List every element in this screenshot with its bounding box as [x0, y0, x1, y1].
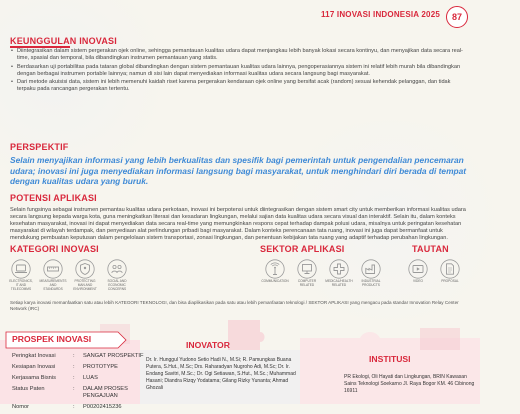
keunggulan-body: [10, 48, 468, 95]
kategori-label: PROTECTING MAN AND ENVIRONMENT: [73, 279, 97, 291]
sektor-label: COMMUNICATION: [261, 279, 289, 283]
ruler-icon: [43, 259, 63, 279]
kategori-item: [72, 259, 98, 291]
section-title-inovator: INOVATOR: [186, 340, 230, 350]
perspektif-text: Selain menyajikan informasi yang lebih berkualitas dan spesifik bagi pemerintah untuk pengendalian pencemaran udara; inovasi ini juga menyediakan informasi langsung bagi masyarakat, untuk menghindari diri berada di tempat dengan kualitas udara yang buruk.: [10, 155, 467, 187]
inovator-list: Dr. Ir. Hunggul Yudono Setio Hadi N., M.Si; R. Pamungkas Buana Putera, S.Hut., M.Sc; Drs. Raharadyan Nugroho Adi, M.Sc; Dr. Ir. Endang Savitri, M.Sc.; Dr. Ogi Setiawan, S.Hut., M.Sc.; Muhammad Hasani; Diandra Rizqy Yodatama; Gilang Rizky Yunanta; Ahmad Ghozali: [146, 357, 296, 391]
kategori-item: [8, 259, 34, 291]
prospek-row: [12, 403, 153, 412]
prospek-row: [12, 363, 153, 372]
sektor-item: [294, 259, 320, 288]
tautan-label: PROPOSAL: [441, 279, 459, 283]
kategori-label: SOCIAL AND ECONOMIC CONCERNS: [107, 279, 127, 291]
prospek-value: LUAS: [83, 375, 98, 382]
section-title-kategori: KATEGORI INOVASI: [10, 244, 99, 254]
shield-person-icon: [75, 259, 95, 279]
prospek-colon: :: [73, 364, 75, 371]
keunggulan-bullet: • Dari metode akuisisi data, sistem ini lebih memenuhi kaidah riset karena pergerakan kendaraan ojek online yang bersifat acak (random) sesuai kehendak pelanggan, dan tidak terpaku pada rancangan pergerakan tertentu.: [10, 79, 468, 93]
prospek-value: SANGAT PROSPEKTIF: [83, 353, 144, 359]
tautan-label: VIDEO: [413, 279, 423, 283]
video-icon: [408, 259, 428, 279]
prospek-row: [12, 385, 153, 401]
document-icon: [440, 259, 460, 279]
sektor-item: [262, 259, 288, 288]
section-title-tautan: TAUTAN: [412, 244, 449, 254]
kategori-item: [40, 259, 66, 291]
sektor-label: MEDICAL/HEALTH RELATED: [325, 279, 353, 287]
prospek-row: [12, 352, 153, 361]
section-title-sektor: SEKTOR APLIKASI: [260, 244, 345, 254]
prospek-value: PROTOTYPE: [83, 364, 118, 371]
prospek-key: Status Paten: [12, 386, 45, 393]
page-number: 87: [446, 6, 468, 28]
sektor-icons: [262, 259, 384, 288]
medical-cross-icon: [329, 259, 349, 279]
section-title-prospek: PROSPEK INOVASI: [12, 334, 92, 344]
prospek-key: Kesiapan Inovasi: [12, 364, 56, 371]
sektor-item: [326, 259, 352, 288]
footnote: Setiap karya inovasi memanfaatkan satu atau lebih KATEGORI TEKNOLOGI, dan bisa diaplikasikan pada satu atau lebih pemanfaatan teknologi / SEKTOR APLIKASI yang mengacu pada standar Innovation Relay Center Network (IRC): [10, 300, 459, 311]
sektor-label: COMPUTER RELATED: [297, 279, 317, 287]
keunggulan-list: [10, 48, 468, 93]
section-title-perspektif: PERSPEKTIF: [10, 142, 69, 152]
factory-icon: [361, 259, 381, 279]
keunggulan-bullet: • Berdasarkan uji portabilitas pada tataran global dibandingkan dengan sistem pemantauan kualitas udara lainnya, pengoperasiannya sistem ini relatif lebih murah bila dibandingkan dengan berbagai instrumen portable lainnya; namun di sisi lain dapat menyediakan informasi kualitas udara secara langsung bagi masyarakat.: [10, 64, 468, 78]
tautan-icons: [405, 259, 463, 284]
institusi-address: PR Ekologi, Oli Hayati dan Lingkungan, BRIN Kawasan Sains Teknologi Soekarno Jl. Raya Bogor KM. 46 Cibinong 16911: [344, 374, 475, 394]
prospek-table: [10, 350, 155, 414]
section-title-institusi: INSTITUSI: [369, 354, 411, 364]
prospek-row: [12, 374, 153, 383]
section-title-keunggulan: KEUNGGULAN INOVASI: [10, 36, 117, 46]
kategori-icons: [8, 259, 130, 291]
page-header-title: 117 INOVASI INDONESIA 2025: [320, 10, 440, 19]
section-title-potensi: POTENSI APLIKASI: [10, 193, 97, 203]
tautan-video-link[interactable]: [405, 259, 431, 284]
antenna-icon: [265, 259, 285, 279]
prospek-colon: :: [73, 386, 75, 393]
prospek-key: Nomor: [12, 404, 30, 411]
sektor-item: [358, 259, 384, 288]
computer-icon: [297, 259, 317, 279]
kategori-label: ELECTRONICS, IT AND TELECOMMS: [9, 279, 33, 291]
laptop-icon: [11, 259, 31, 279]
keunggulan-bullet: • Diintegrasikan dalam sistem pergerakan ojek online, sehingga pemantauan kualitas udara dapat menjangkau lebih banyak lokasi secara kontinyu, dan menyajikan data secara real-time, spasial dan temporal, bila dibandingkan instrumen pemantauan yang statis.: [10, 48, 468, 62]
people-icon: [107, 259, 127, 279]
prospek-colon: :: [73, 375, 75, 382]
prospek-key: Peringkat Inovasi: [12, 353, 56, 359]
prospek-key: Kerjasama Bisnis: [12, 375, 56, 382]
prospek-value: DALAM PROSES PENGAJUAN: [83, 386, 128, 400]
tautan-proposal-link[interactable]: [437, 259, 463, 284]
prospek-value: P00202415236: [83, 404, 122, 411]
prospek-colon: :: [73, 353, 75, 359]
prospek-colon: :: [73, 404, 75, 411]
sektor-label: INDUSTRIAL PRODUCTS: [361, 279, 381, 287]
kategori-item: [104, 259, 130, 291]
kategori-label: MEASUREMENTS AND STANDARDS: [39, 279, 67, 291]
potensi-text: Selain fungsinya sebagai instrumen pemantau kualitas udara perkotaan, inovasi ini berpotensi untuk diintegrasikan dengan sistem smart city untuk memberikan informasi kualitas udara secara langsung kepada warga kota, guna meningkatkan literasi dan kesadaran lingkungan, melalui sajian data kualitas udara secara visual dan interaktif. Selain itu, dalam konteks kesehatan masyarakat, inovasi ini dapat menyediakan data secara real-time yang memungkinkan respons cepat terhadap dampak polusi udara, misalnya untuk peringatan kesehatan masyarakat di wilayah terdampak, dan penyediaan alat perlindungan pribadi bagi masyarakat. Dalam konteks perencanaan tata ruang, inovasi ini juga dapat bermanfaat untuk mendukung pembuatan keputusan dalam pengelolaan sistem transportasi, zonasi lingkungan, dan penentuan kebijakan tata ruang yang adaptif terhadap perubahan lingkungan.: [10, 207, 466, 241]
